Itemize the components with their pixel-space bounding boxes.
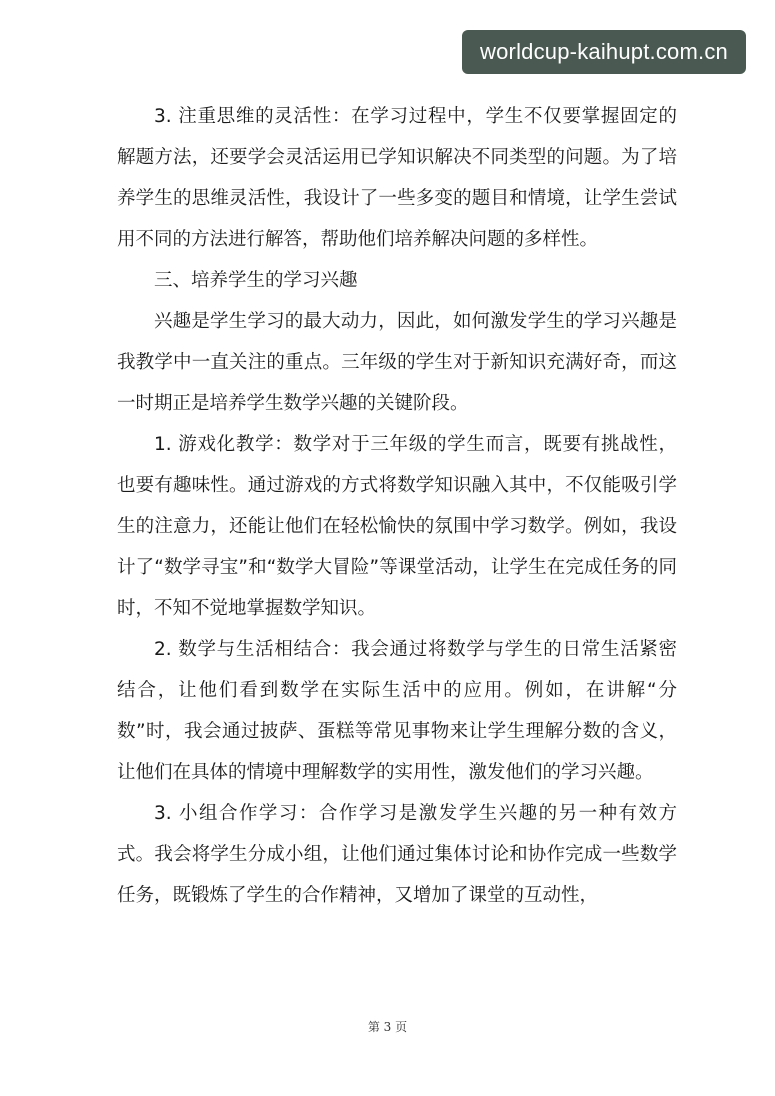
paragraph-group-learning: 3. 小组合作学习：合作学习是激发学生兴趣的另一种有效方式。我会将学生分成小组，让他们通过集体讨论和协作完成一些数学任务，既锻炼了学生的合作精神，又增加了课堂的互动性，	[117, 803, 677, 906]
section-heading-interest: 三、培养学生的学习兴趣	[154, 270, 358, 291]
paragraph-math-life: 2. 数学与生活相结合：我会通过将数学与学生的日常生活紧密结合，让他们看到数学在实际生活中的应用。例如，在讲解“分数”时，我会通过披萨、蛋糕等常见事物来让学生理解分数的含义，让他们在具体的情境中理解数学的实用性，激发他们的学习兴趣。	[117, 639, 677, 783]
page-number: 第 3 页	[367, 1020, 408, 1034]
paragraph-game-teaching: 1. 游戏化教学：数学对于三年级的学生而言，既要有挑战性，也要有趣味性。通过游戏的方式将数学知识融入其中，不仅能吸引学生的注意力，还能让他们在轻松愉快的氛围中学习数学。例如，我设计了“数学寻宝”和“数学大冒险”等课堂活动，让学生在完成任务的同时，不知不觉地掌握数学知识。	[117, 434, 677, 619]
document-body	[117, 96, 677, 916]
watermark-badge: worldcup-kaihupt.com.cn	[462, 30, 746, 74]
paragraph-thinking-flexibility: 3. 注重思维的灵活性：在学习过程中，学生不仅要掌握固定的解题方法，还要学会灵活运用已学知识解决不同类型的问题。为了培养学生的思维灵活性，我设计了一些多变的题目和情境，让学生尝试用不同的方法进行解答，帮助他们培养解决问题的多样性。	[117, 106, 677, 250]
paragraph-interest-intro: 兴趣是学生学习的最大动力，因此，如何激发学生的学习兴趣是我教学中一直关注的重点。三年级的学生对于新知识充满好奇，而这一时期正是培养学生数学兴趣的关键阶段。	[117, 311, 677, 414]
